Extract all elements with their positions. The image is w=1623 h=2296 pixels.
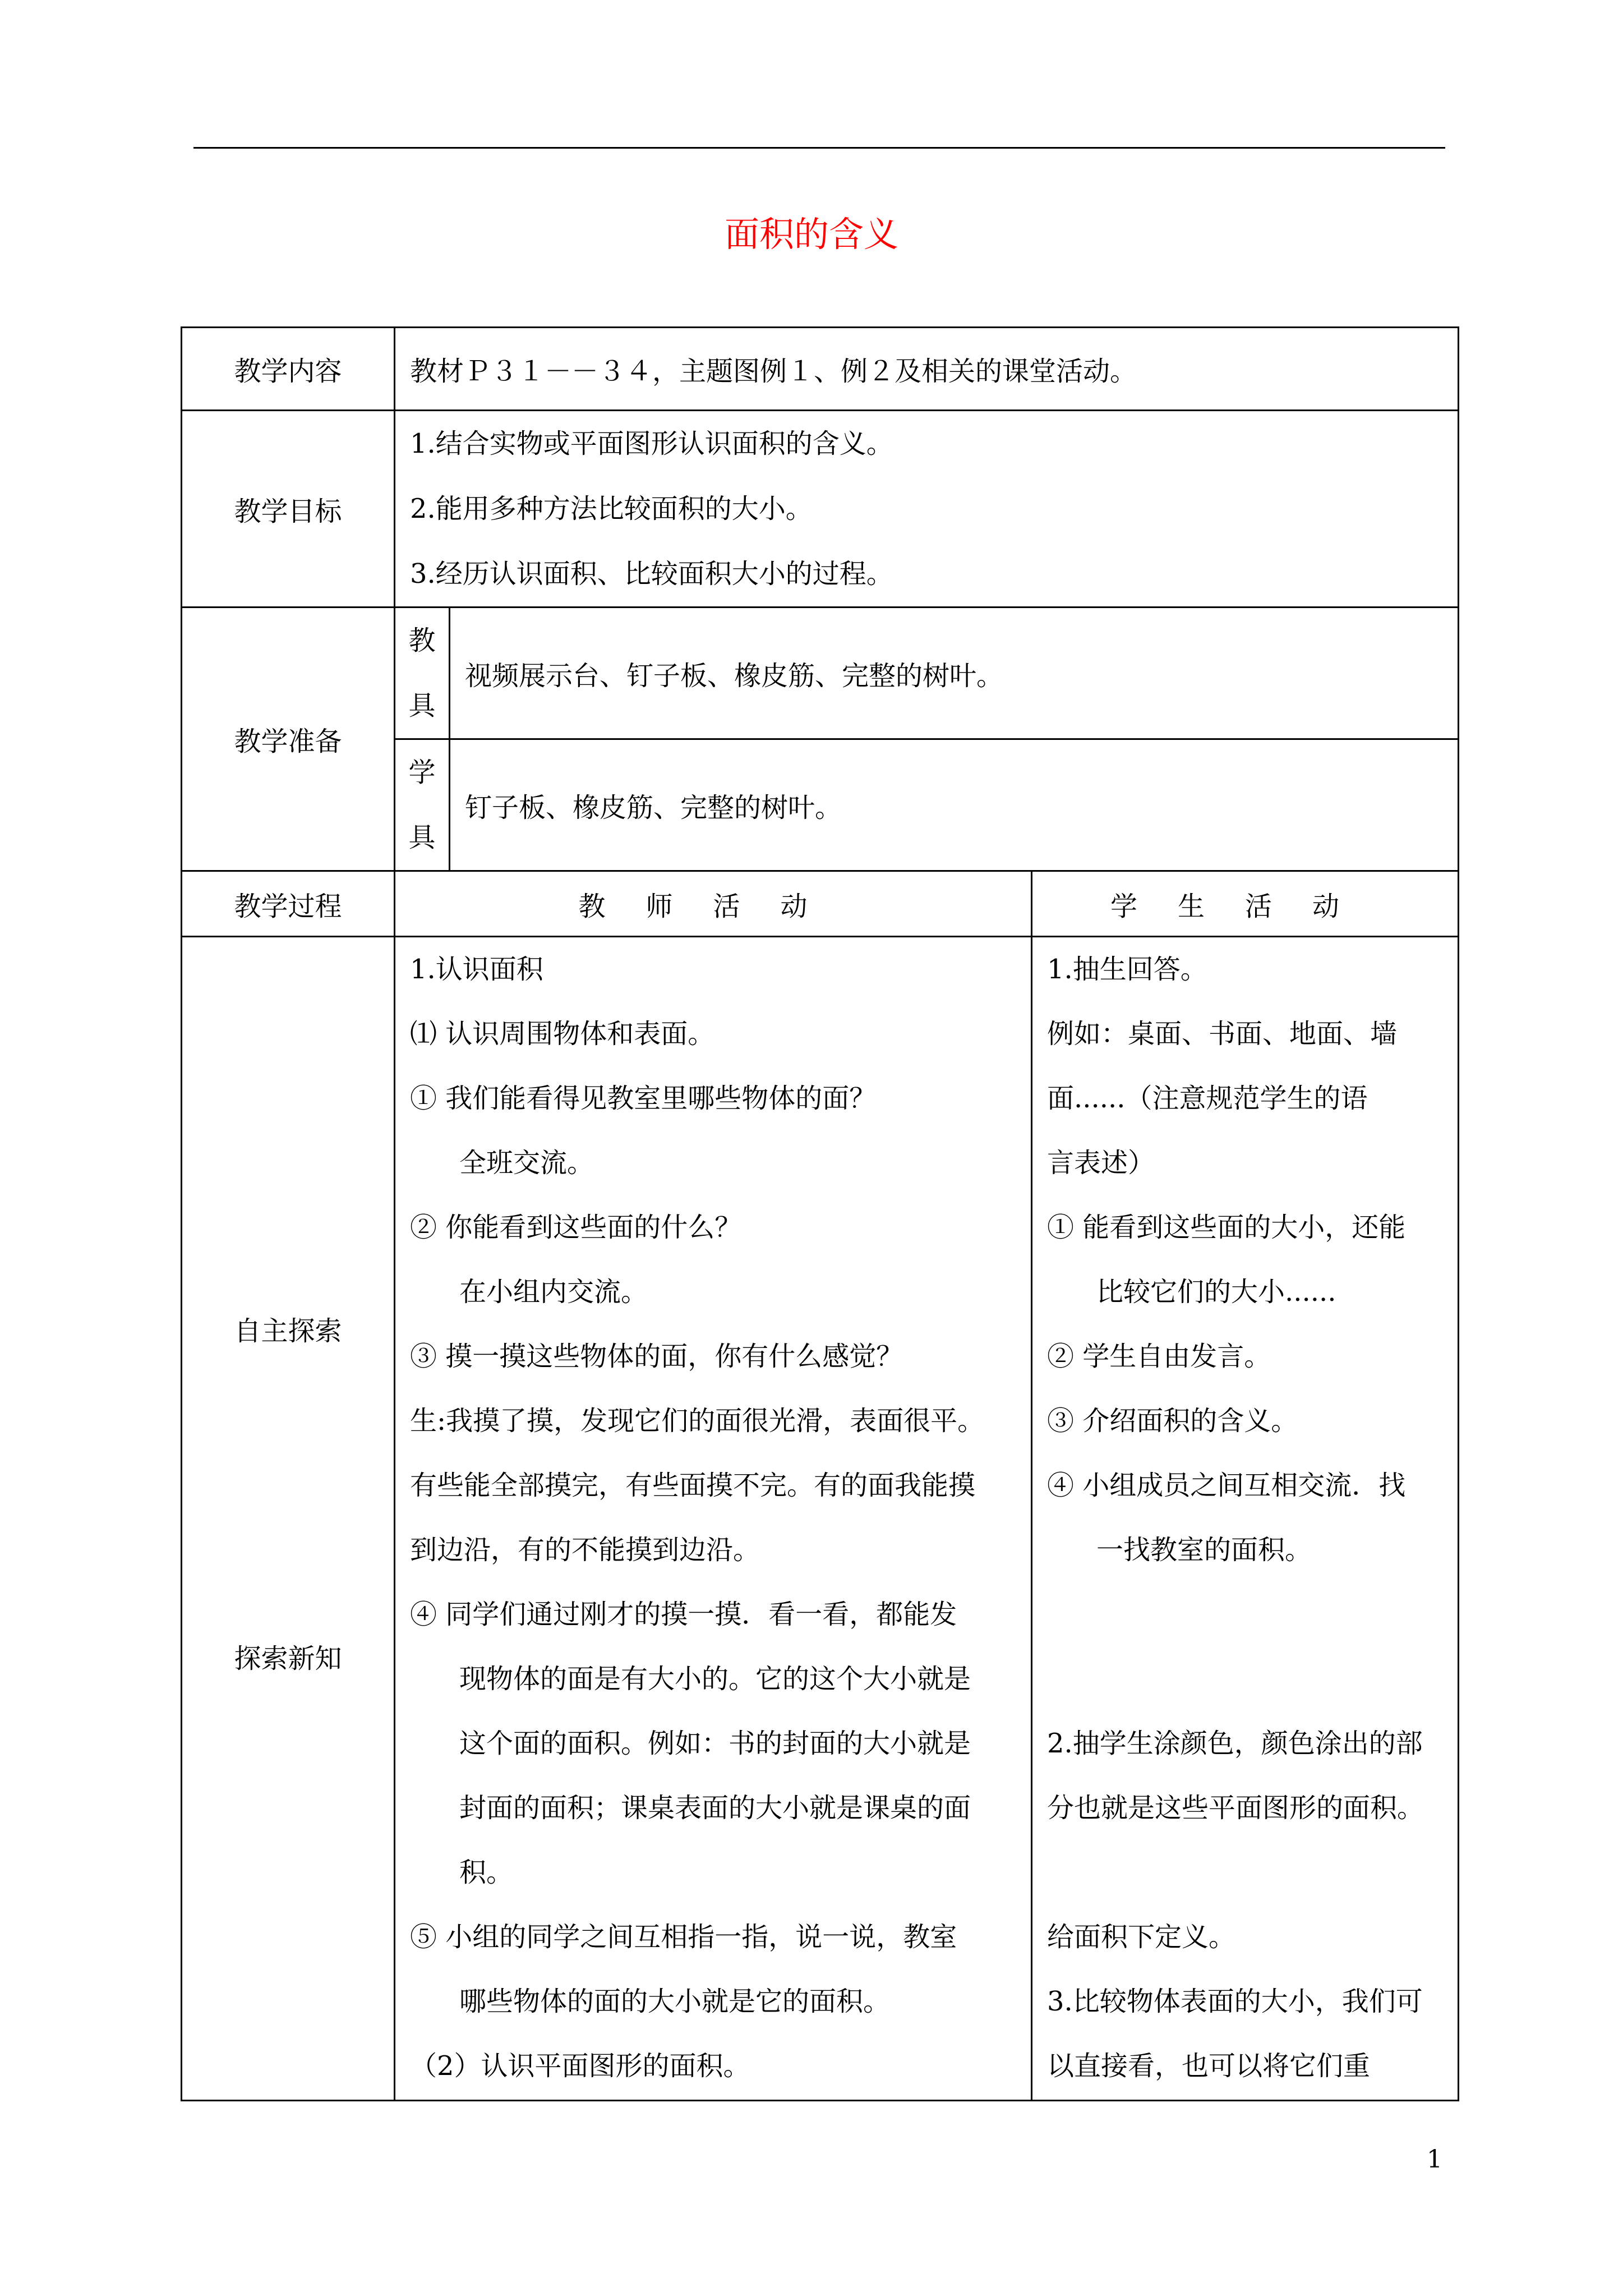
prep-teacher-text: 视频展示台、钉子板、橡皮筋、完整的树叶。	[450, 608, 1459, 739]
student-line: 2.抽学生涂颜色，颜色涂出的部	[1047, 1728, 1423, 1759]
student-line: ③ 介绍面积的含义。	[1047, 1405, 1298, 1437]
prep-student-sub-char: 学	[408, 757, 436, 788]
label-content: 教学内容	[182, 328, 395, 411]
row-process	[182, 937, 1459, 2101]
prep-student-sub	[395, 739, 450, 871]
label-self-explore: 自主探索	[234, 1315, 342, 1347]
student-line: 3.比较物体表面的大小，我们可	[1047, 1986, 1423, 2017]
header-rule	[193, 147, 1445, 149]
teacher-line: 到边沿，有的不能摸到边沿。	[410, 1534, 760, 1566]
teacher-line: ⑴ 认识周围物体和表面。	[410, 1018, 715, 1050]
student-line-blank	[1047, 1841, 1458, 1905]
prep-student-sub-char: 具	[408, 822, 436, 853]
page-number: 1	[1427, 2145, 1442, 2174]
student-line: ④ 小组成员之间互相交流．找	[1047, 1470, 1406, 1501]
teacher-line: 全班交流。	[459, 1147, 594, 1179]
student-activity-column	[1032, 937, 1459, 2101]
goal-item: 3.经历认识面积、比较面积大小的过程。	[410, 558, 893, 590]
prep-student-text: 钉子板、橡皮筋、完整的树叶。	[450, 739, 1459, 871]
row-goals	[182, 411, 1459, 608]
header-student-activity: 学生活动	[1032, 871, 1459, 937]
student-line: 例如：桌面、书面、地面、墙	[1047, 1018, 1398, 1050]
content-text: 教材Ｐ３１－－３４，主题图例１、例２及相关的课堂活动。	[395, 328, 1459, 411]
teacher-line: 哪些物体的面的大小就是它的面积。	[459, 1986, 891, 2017]
student-line: 言表述）	[1047, 1147, 1155, 1179]
student-line: 分也就是这些平面图形的面积。	[1047, 1792, 1424, 1824]
student-line: 给面积下定义。	[1047, 1921, 1236, 1953]
teacher-line: ② 你能看到这些面的什么？	[410, 1212, 742, 1243]
header-teacher-activity: 教师活动	[395, 871, 1032, 937]
teacher-line: 现物体的面是有大小的。它的这个大小就是	[459, 1663, 971, 1695]
label-goals: 教学目标	[182, 411, 395, 608]
student-line: ② 学生自由发言。	[1047, 1341, 1271, 1372]
row-process-header	[182, 871, 1459, 937]
goal-item: 2.能用多种方法比较面积的大小。	[410, 493, 813, 524]
student-line: ① 能看到这些面的大小，还能	[1047, 1212, 1406, 1243]
teacher-line: 有些能全部摸完，有些面摸不完。有的面我能摸	[410, 1470, 976, 1501]
prep-teacher-sub-char: 具	[408, 690, 436, 721]
teacher-line: ③ 摸一摸这些物体的面，你有什么感觉？	[410, 1341, 903, 1372]
teacher-line: 积。	[459, 1857, 514, 1888]
label-process: 教学过程	[182, 871, 395, 937]
teacher-line: 在小组内交流。	[459, 1276, 648, 1308]
prep-teacher-sub-char: 教	[408, 625, 436, 656]
teacher-line: ⑤ 小组的同学之间互相指一指，说一说，教室	[410, 1921, 957, 1953]
student-line: 面......（注意规范学生的语	[1047, 1083, 1368, 1114]
row-prep-teacher	[182, 608, 1459, 739]
teacher-line: ① 我们能看得见教室里哪些物体的面？	[410, 1083, 877, 1114]
teacher-line: 这个面的面积。例如：书的封面的大小就是	[459, 1728, 971, 1759]
teacher-line: 生:我摸了摸，发现它们的面很光滑，表面很平。	[410, 1405, 985, 1437]
teacher-line: （2）认识平面图形的面积。	[410, 2050, 750, 2082]
document-title: 面积的含义	[724, 214, 898, 255]
prep-teacher-sub	[395, 608, 450, 739]
teacher-line: 1.认识面积	[410, 954, 543, 985]
row-content	[182, 328, 1459, 411]
teacher-activity-column	[395, 937, 1032, 2101]
student-line-blank	[1047, 1647, 1458, 1711]
process-labels	[182, 937, 395, 2101]
teacher-line: 封面的面积；课桌表面的大小就是课桌的面	[459, 1792, 971, 1824]
student-line-blank	[1047, 1582, 1458, 1647]
student-line: 比较它们的大小......	[1096, 1276, 1336, 1308]
student-line: 以直接看，也可以将它们重	[1047, 2050, 1371, 2082]
label-prep: 教学准备	[182, 608, 395, 871]
label-new-knowledge: 探索新知	[234, 1643, 342, 1674]
teacher-line: ④ 同学们通过刚才的摸一摸．看一看，都能发	[410, 1599, 957, 1630]
goal-item: 1.结合实物或平面图形认识面积的含义。	[410, 428, 893, 459]
student-line: 1.抽生回答。	[1047, 954, 1207, 985]
student-line: 一找教室的面积。	[1096, 1534, 1312, 1566]
lesson-plan-table	[181, 326, 1459, 2101]
goals-list	[395, 411, 1459, 608]
